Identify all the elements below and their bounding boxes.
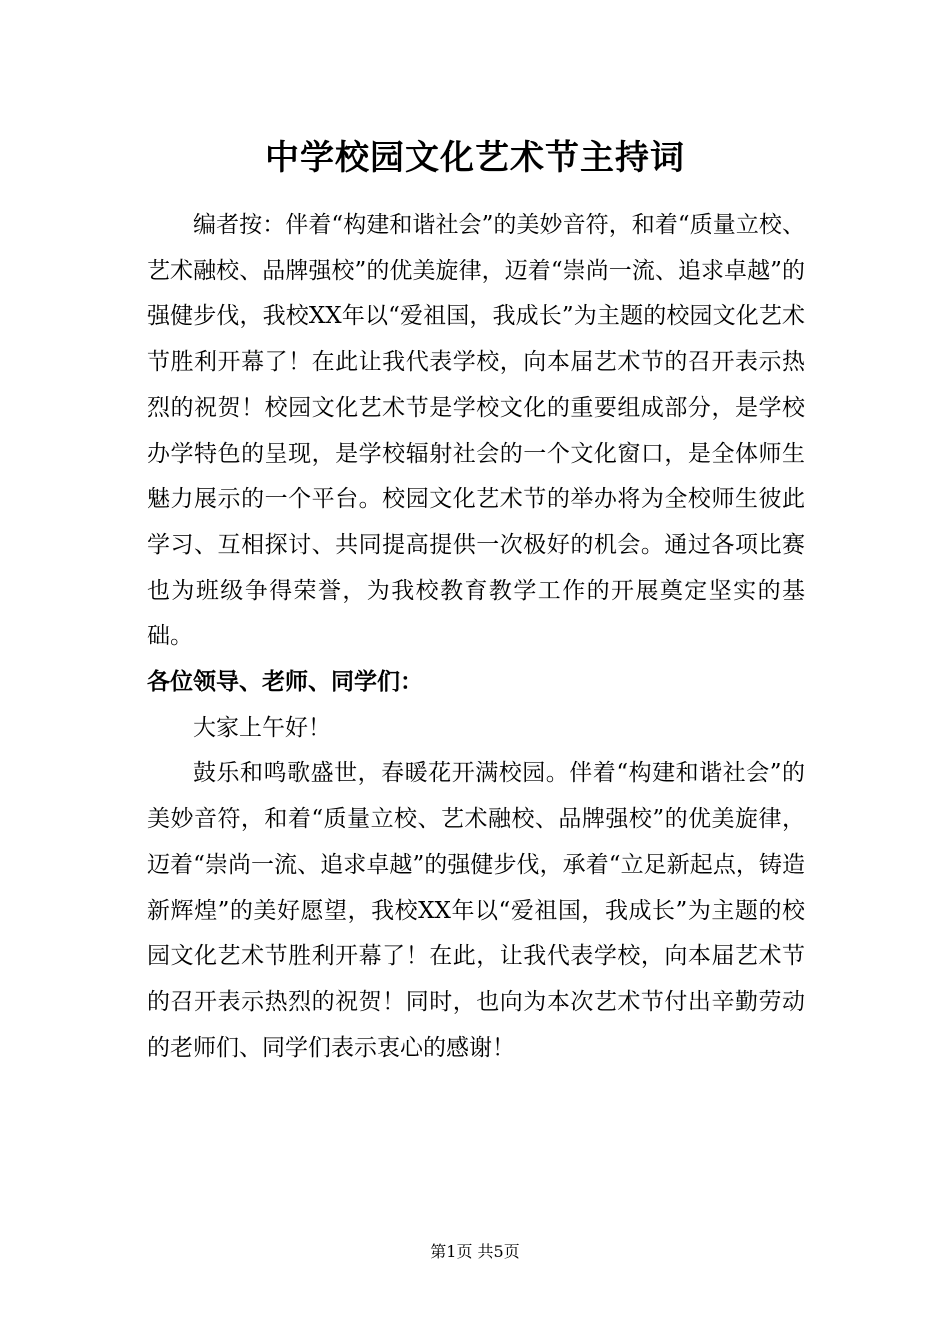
document-body [147,203,805,1071]
greeting-line: 大家上午好！ [193,714,331,741]
editor-note-paragraph: 编者按：伴着“构建和谐社会”的美妙音符，和着“质量立校、艺术融校、品牌强校”的优美旋律，迈着“崇尚一流、追求卓越”的强健步伐，我校XX年以“爱祖国，我成长”为主题的校园文化艺术节胜利开幕了！在此让我代表学校，向本届艺术节的召开表示热烈的祝贺！校园文化艺术节是学校文化的重要组成部分，是学校办学特色的呈现，是学校辐射社会的一个文化窗口，是全体师生魅力展示的一个平台。校园文化艺术节的举办将为全校师生彼此学习、互相探讨、共同提高提供一次极好的机会。通过各项比赛也为班级争得荣誉，为我校教育教学工作的开展奠定坚实的基础。 [147,212,805,650]
salutation-line: 各位领导、老师、同学们： [147,669,423,696]
page-indicator: 第1页 共5页 [430,1242,520,1261]
opening-paragraph: 鼓乐和鸣歌盛世，春暖花开满校园。伴着“构建和谐社会”的美妙音符，和着“质量立校、艺术融校、品牌强校”的优美旋律，迈着“崇尚一流、追求卓越”的强健步伐，承着“立足新起点，铸造新辉煌”的美好愿望，我校XX年以“爱祖国，我成长”为主题的校园文化艺术节胜利开幕了！在此，让我代表学校，向本届艺术节的召开表示热烈的祝贺！同时，也向为本次艺术节付出辛勤劳动的老师们、同学们表示衷心的感谢！ [147,760,805,1061]
document-title: 中学校园文化艺术节主持词 [265,138,685,178]
